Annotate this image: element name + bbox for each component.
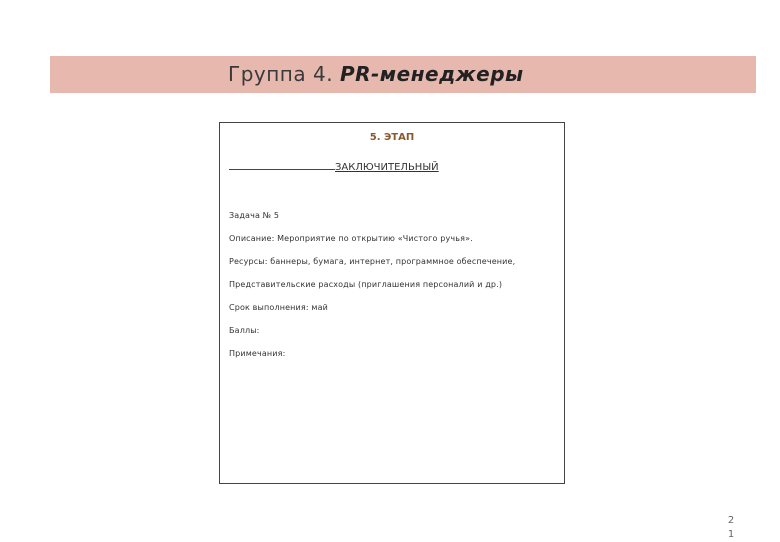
- task-number: Задача № 5: [229, 211, 280, 220]
- task-resources: Ресурсы: баннеры, бумага, интернет, программное обеспечение,: [229, 257, 516, 266]
- title-bold: PR-менеджеры: [339, 62, 524, 86]
- task-card: [219, 122, 565, 484]
- page-number: [726, 514, 736, 542]
- page-number-digit-1: 2: [727, 515, 735, 526]
- task-expenses: Представительские расходы (приглашения персоналий и др.): [229, 280, 503, 289]
- blank-line: [229, 162, 335, 170]
- stage-name: ЗАКЛЮЧИТЕЛЬНЫЙ: [335, 162, 439, 173]
- task-deadline: Срок выполнения: май: [229, 303, 328, 312]
- title-prefix: Группа 4.: [228, 62, 340, 86]
- stage-heading: 5. ЭТАП: [369, 132, 415, 143]
- page-number-digit-2: 1: [727, 529, 735, 540]
- task-notes: Примечания:: [229, 349, 286, 358]
- task-description: Описание: Мероприятие по открытию «Чистого ручья».: [229, 234, 473, 243]
- slide-title: [228, 62, 524, 86]
- stage-name-row: [229, 162, 439, 173]
- task-points: Баллы:: [229, 326, 260, 335]
